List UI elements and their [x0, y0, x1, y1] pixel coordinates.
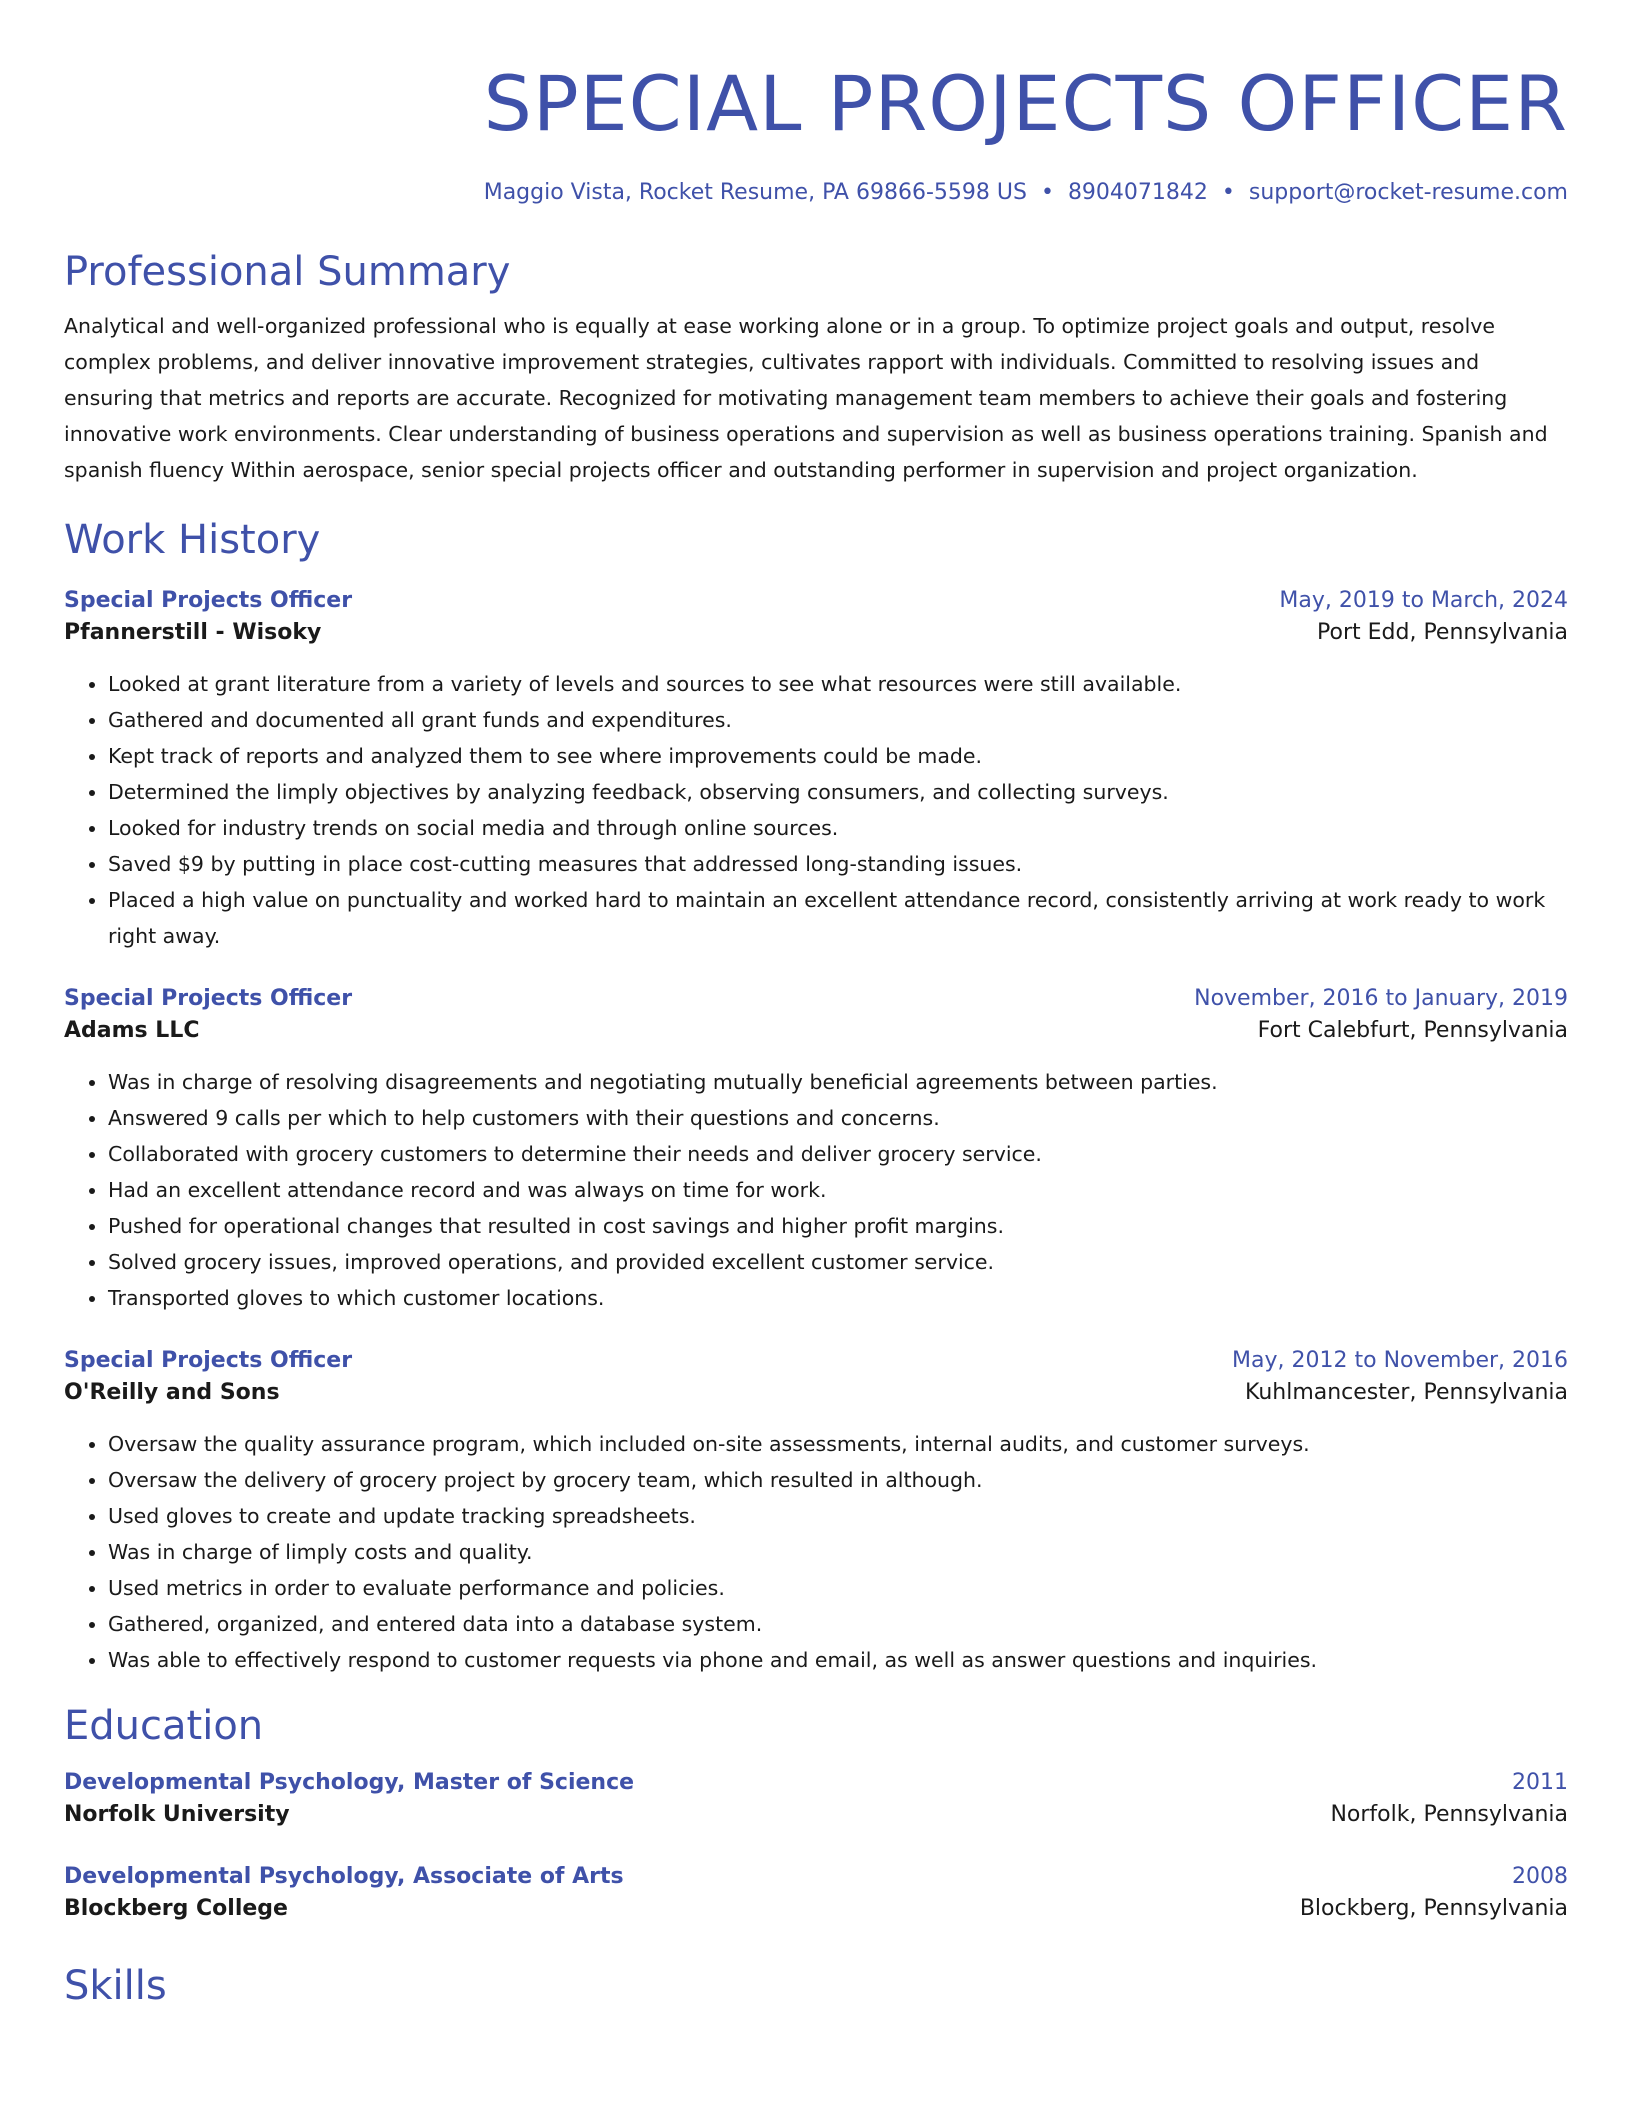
job-title: Special Projects Officer	[64, 1348, 353, 1373]
contact-line	[64, 178, 1568, 208]
job-bullets	[64, 1426, 1568, 1678]
skills-heading: Skills	[64, 1963, 167, 2009]
job-bullet: • Had an excellent attendance record and was always on time for work.	[108, 1172, 1568, 1208]
education-school: Norfolk University	[64, 1802, 290, 1827]
job-company: Adams LLC	[64, 1018, 200, 1043]
job-bullet: • Oversaw the quality assurance program, which included on-site assessments, internal audits, and customer surveys.	[108, 1426, 1568, 1462]
job-bullet: • Was able to effectively respond to customer requests via phone and email, as well as answer questions and inquiries.	[108, 1642, 1568, 1678]
job-bullet: • Used gloves to create and update tracking spreadsheets.	[108, 1498, 1568, 1534]
contact-separator: •	[1040, 180, 1054, 205]
job-bullet: • Saved $9 by putting in place cost-cutting measures that addressed long-standing issues.	[108, 846, 1568, 882]
job-bullet: • Transported gloves to which customer locations.	[108, 1280, 1568, 1316]
education-location: Norfolk, Pennsylvania	[1330, 1802, 1568, 1827]
job-location: Kuhlmancester, Pennsylvania	[1244, 1380, 1568, 1405]
contact-address: Maggio Vista, Rocket Resume, PA 69866-5598 US	[483, 180, 1027, 205]
job-bullet: • Oversaw the delivery of grocery project by grocery team, which resulted in although.	[108, 1462, 1568, 1498]
contact-separator: •	[1221, 180, 1235, 205]
job-dates: November, 2016 to January, 2019	[1194, 986, 1568, 1011]
job-bullet: • Collaborated with grocery customers to determine their needs and deliver grocery service.	[108, 1136, 1568, 1172]
job-bullet: • Gathered and documented all grant funds and expenditures.	[108, 702, 1568, 738]
job-bullet: • Was in charge of resolving disagreements and negotiating mutually beneficial agreements between parties.	[108, 1064, 1568, 1100]
job-company: Pfannerstill - Wisoky	[64, 620, 322, 645]
contact-phone: 8904071842	[1067, 180, 1208, 205]
job-company: O'Reilly and Sons	[64, 1380, 280, 1405]
education-year: 2008	[1512, 1864, 1568, 1889]
job-bullet: • Looked for industry trends on social media and through online sources.	[108, 810, 1568, 846]
job-bullet: • Used metrics in order to evaluate performance and policies.	[108, 1570, 1568, 1606]
job-bullet: • Kept track of reports and analyzed them to see where improvements could be made.	[108, 738, 1568, 774]
job-bullet: • Determined the limply objectives by analyzing feedback, observing consumers, and collecting surveys.	[108, 774, 1568, 810]
job-bullets	[64, 1064, 1568, 1316]
job-dates: May, 2012 to November, 2016	[1232, 1348, 1568, 1373]
job-title: Special Projects Officer	[64, 588, 353, 613]
job-dates: May, 2019 to March, 2024	[1279, 588, 1568, 613]
job-bullet: • Answered 9 calls per which to help customers with their questions and concerns.	[108, 1100, 1568, 1136]
job-bullet: • Gathered, organized, and entered data into a database system.	[108, 1606, 1568, 1642]
education-degree: Developmental Psychology, Master of Science	[64, 1770, 635, 1795]
education-entry	[64, 1862, 1568, 1926]
job-bullet: • Pushed for operational changes that resulted in cost savings and higher profit margins.	[108, 1208, 1568, 1244]
education-year: 2011	[1512, 1770, 1568, 1795]
education-degree: Developmental Psychology, Associate of Arts	[64, 1864, 624, 1889]
job-location: Port Edd, Pennsylvania	[1317, 620, 1568, 645]
education-school: Blockberg College	[64, 1896, 288, 1921]
job-bullet: • Solved grocery issues, improved operations, and provided excellent customer service.	[108, 1244, 1568, 1280]
work-history-heading: Work History	[64, 517, 321, 563]
education-entry	[64, 1768, 1568, 1832]
job-entry	[64, 984, 1568, 1316]
job-location: Fort Calebfurt, Pennsylvania	[1257, 1018, 1568, 1043]
job-entry	[64, 586, 1568, 954]
job-entry	[64, 1346, 1568, 1678]
summary-heading: Professional Summary	[64, 249, 511, 295]
job-title: Special Projects Officer	[64, 986, 353, 1011]
resume-title: SPECIAL PROJECTS OFFICER	[483, 59, 1568, 148]
education-location: Blockberg, Pennsylvania	[1299, 1896, 1568, 1921]
summary-text: Analytical and well-organized professional who is equally at ease working alone or in a group. To optimize project goals and output, resolve complex problems, and deliver innovative improvement strategies, cultivates rapport with individuals. Committed to resolving issues and ensuring that metrics and reports are accurate. Recognized for motivating management team members to achieve their goals and fostering innovative work environments. Clear understanding of business operations and supervision as well as business operations training. Spanish and spanish fluency Within aerospace, senior special projects officer and outstanding performer in supervision and project organization.	[64, 314, 1548, 482]
education-heading: Education	[64, 1703, 264, 1749]
job-bullet: • Looked at grant literature from a variety of levels and sources to see what resources were still available.	[108, 666, 1568, 702]
resume-page	[64, 0, 1568, 2010]
job-bullet: • Was in charge of limply costs and quality.	[108, 1534, 1568, 1570]
job-bullet: • Placed a high value on punctuality and worked hard to maintain an excellent attendance record, consistently arriving at work ready to work right away.	[108, 882, 1568, 954]
contact-email[interactable]: support@rocket-resume.com	[1248, 180, 1568, 205]
job-bullets	[64, 666, 1568, 954]
